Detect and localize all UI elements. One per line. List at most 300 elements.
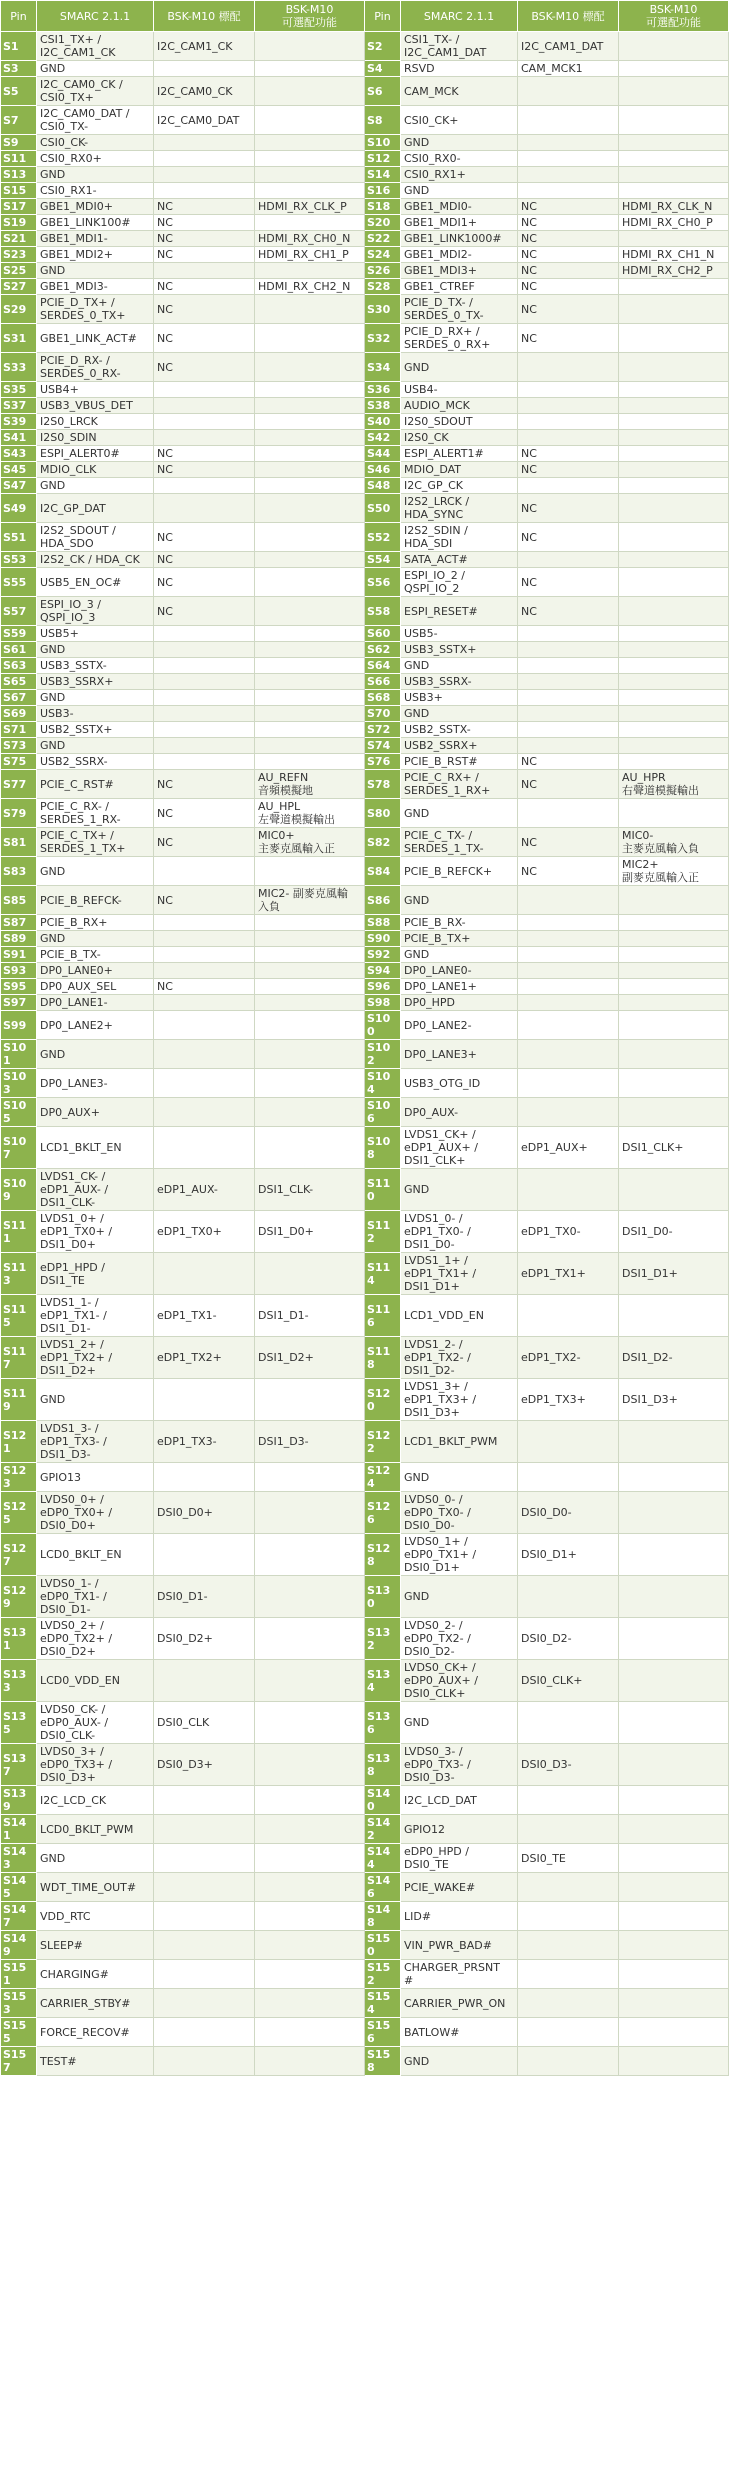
- cell-bsk-standard-right: [518, 1786, 619, 1815]
- cell-bsk-standard-right: [518, 135, 619, 151]
- cell-bsk-optional-left: [255, 295, 365, 324]
- cell-bsk-optional-right: [619, 279, 729, 295]
- cell-pin-right: S88: [365, 915, 401, 931]
- cell-bsk-optional-right: [619, 414, 729, 430]
- table-row: [1, 295, 729, 324]
- cell-smarc-right: CHARGER_PRSNT #: [401, 1960, 518, 1989]
- cell-pin-left: S147: [1, 1902, 37, 1931]
- cell-bsk-standard-left: DSI0_D3+: [154, 1744, 255, 1786]
- cell-bsk-optional-right: AU_HPR 右聲道模擬輸出: [619, 770, 729, 799]
- cell-bsk-standard-left: [154, 2047, 255, 2076]
- cell-bsk-optional-right: [619, 1786, 729, 1815]
- cell-smarc-left: PCIE_D_TX+ / SERDES_0_TX+: [37, 295, 154, 324]
- cell-bsk-standard-left: [154, 1873, 255, 1902]
- cell-bsk-standard-right: NC: [518, 263, 619, 279]
- table-row: [1, 1492, 729, 1534]
- table-row: [1, 199, 729, 215]
- table-row: [1, 1702, 729, 1744]
- cell-bsk-standard-right: DSI0_D0-: [518, 1492, 619, 1534]
- cell-smarc-right: LVDS0_0- / eDP0_TX0- / DSI0_D0-: [401, 1492, 518, 1534]
- cell-bsk-standard-right: DSI0_D2-: [518, 1618, 619, 1660]
- cell-smarc-left: I2S0_LRCK: [37, 414, 154, 430]
- cell-bsk-standard-right: [518, 690, 619, 706]
- cell-bsk-optional-left: [255, 642, 365, 658]
- table-row: [1, 552, 729, 568]
- cell-smarc-right: GND: [401, 658, 518, 674]
- cell-bsk-standard-right: [518, 1169, 619, 1211]
- cell-bsk-standard-left: [154, 151, 255, 167]
- cell-bsk-optional-left: [255, 183, 365, 199]
- cell-pin-left: S93: [1, 963, 37, 979]
- cell-bsk-optional-right: [619, 658, 729, 674]
- cell-bsk-standard-left: eDP1_TX2+: [154, 1337, 255, 1379]
- cell-bsk-standard-right: [518, 722, 619, 738]
- table-row: [1, 446, 729, 462]
- cell-smarc-right: DP0_LANE2-: [401, 1011, 518, 1040]
- cell-bsk-optional-left: [255, 2018, 365, 2047]
- cell-bsk-optional-right: [619, 1744, 729, 1786]
- cell-smarc-left: I2C_CAM0_DAT / CSI0_TX-: [37, 106, 154, 135]
- cell-bsk-standard-left: NC: [154, 828, 255, 857]
- cell-pin-right: S40: [365, 414, 401, 430]
- table-row: [1, 1098, 729, 1127]
- cell-smarc-left: LVDS0_3+ / eDP0_TX3+ / DSI0_D3+: [37, 1744, 154, 1786]
- cell-bsk-standard-left: eDP1_TX3-: [154, 1421, 255, 1463]
- table-row: [1, 642, 729, 658]
- cell-smarc-right: PCIE_B_TX+: [401, 931, 518, 947]
- cell-smarc-right: DP0_LANE3+: [401, 1040, 518, 1069]
- cell-smarc-left: LCD0_BKLT_PWM: [37, 1815, 154, 1844]
- cell-bsk-standard-left: [154, 1931, 255, 1960]
- cell-smarc-left: FORCE_RECOV#: [37, 2018, 154, 2047]
- cell-bsk-optional-right: DSI1_D1+: [619, 1253, 729, 1295]
- cell-bsk-optional-left: [255, 414, 365, 430]
- cell-bsk-standard-right: [518, 398, 619, 414]
- cell-bsk-standard-left: NC: [154, 552, 255, 568]
- table-row: [1, 382, 729, 398]
- cell-pin-left: S5: [1, 77, 37, 106]
- cell-pin-left: S47: [1, 478, 37, 494]
- cell-smarc-left: PCIE_B_REFCK-: [37, 886, 154, 915]
- cell-smarc-left: GND: [37, 167, 154, 183]
- cell-bsk-standard-left: [154, 754, 255, 770]
- cell-smarc-left: GPIO13: [37, 1463, 154, 1492]
- cell-pin-right: S94: [365, 963, 401, 979]
- cell-smarc-left: CSI0_CK-: [37, 135, 154, 151]
- cell-bsk-optional-left: [255, 1463, 365, 1492]
- cell-smarc-left: MDIO_CLK: [37, 462, 154, 478]
- cell-bsk-optional-left: [255, 1127, 365, 1169]
- cell-smarc-right: ESPI_RESET#: [401, 597, 518, 626]
- cell-pin-right: S18: [365, 199, 401, 215]
- cell-bsk-standard-left: [154, 1960, 255, 1989]
- cell-pin-right: S4: [365, 61, 401, 77]
- cell-smarc-right: LVDS0_3- / eDP0_TX3- / DSI0_D3-: [401, 1744, 518, 1786]
- cell-bsk-optional-left: [255, 382, 365, 398]
- cell-bsk-standard-left: DSI0_D0+: [154, 1492, 255, 1534]
- table-row: [1, 523, 729, 552]
- cell-pin-right: S84: [365, 857, 401, 886]
- cell-bsk-standard-left: [154, 706, 255, 722]
- cell-bsk-optional-right: [619, 151, 729, 167]
- cell-pin-left: S149: [1, 1931, 37, 1960]
- cell-bsk-standard-right: [518, 183, 619, 199]
- cell-bsk-standard-right: [518, 382, 619, 398]
- cell-bsk-optional-left: [255, 446, 365, 462]
- cell-bsk-standard-left: NC: [154, 770, 255, 799]
- cell-bsk-optional-right: [619, 1660, 729, 1702]
- cell-pin-left: S3: [1, 61, 37, 77]
- cell-smarc-right: PCIE_WAKE#: [401, 1873, 518, 1902]
- cell-bsk-standard-right: [518, 167, 619, 183]
- cell-smarc-right: GPIO12: [401, 1815, 518, 1844]
- cell-bsk-standard-right: [518, 1989, 619, 2018]
- cell-smarc-left: CSI0_RX0+: [37, 151, 154, 167]
- cell-smarc-right: CSI0_RX0-: [401, 151, 518, 167]
- cell-bsk-standard-right: NC: [518, 857, 619, 886]
- cell-smarc-left: GND: [37, 857, 154, 886]
- cell-bsk-optional-right: [619, 1463, 729, 1492]
- header-row: [1, 1, 729, 32]
- cell-bsk-standard-left: [154, 1902, 255, 1931]
- cell-bsk-optional-left: [255, 2047, 365, 2076]
- cell-pin-left: S101: [1, 1040, 37, 1069]
- cell-bsk-optional-right: [619, 1844, 729, 1873]
- table-row: [1, 886, 729, 915]
- cell-smarc-left: LVDS1_1- / eDP1_TX1- / DSI1_D1-: [37, 1295, 154, 1337]
- cell-smarc-left: USB3-: [37, 706, 154, 722]
- cell-bsk-optional-left: [255, 1492, 365, 1534]
- cell-pin-right: S106: [365, 1098, 401, 1127]
- cell-bsk-optional-left: [255, 1660, 365, 1702]
- cell-bsk-standard-right: [518, 1815, 619, 1844]
- cell-smarc-left: GBE1_MDI0+: [37, 199, 154, 215]
- cell-bsk-optional-left: [255, 167, 365, 183]
- cell-pin-right: S126: [365, 1492, 401, 1534]
- cell-pin-left: S103: [1, 1069, 37, 1098]
- cell-pin-left: S39: [1, 414, 37, 430]
- cell-bsk-standard-left: DSI0_D1-: [154, 1576, 255, 1618]
- cell-smarc-right: LVDS1_1+ / eDP1_TX1+ / DSI1_D1+: [401, 1253, 518, 1295]
- cell-smarc-left: LCD0_VDD_EN: [37, 1660, 154, 1702]
- cell-bsk-standard-right: [518, 151, 619, 167]
- cell-bsk-optional-right: [619, 1618, 729, 1660]
- table-header: [1, 1, 729, 32]
- cell-bsk-standard-left: NC: [154, 799, 255, 828]
- cell-bsk-optional-right: [619, 446, 729, 462]
- cell-bsk-standard-right: DSI0_D3-: [518, 1744, 619, 1786]
- cell-pin-right: S116: [365, 1295, 401, 1337]
- cell-bsk-standard-left: [154, 1786, 255, 1815]
- cell-bsk-standard-right: CAM_MCK1: [518, 61, 619, 77]
- cell-smarc-right: USB4-: [401, 382, 518, 398]
- cell-pin-left: S77: [1, 770, 37, 799]
- cell-bsk-optional-left: [255, 754, 365, 770]
- cell-bsk-optional-right: [619, 478, 729, 494]
- cell-bsk-standard-left: [154, 857, 255, 886]
- cell-pin-right: S136: [365, 1702, 401, 1744]
- cell-smarc-left: USB2_SSTX+: [37, 722, 154, 738]
- cell-bsk-optional-left: [255, 947, 365, 963]
- cell-pin-left: S87: [1, 915, 37, 931]
- cell-pin-right: S130: [365, 1576, 401, 1618]
- cell-pin-right: S10: [365, 135, 401, 151]
- cell-pin-left: S143: [1, 1844, 37, 1873]
- cell-bsk-optional-right: [619, 231, 729, 247]
- cell-smarc-left: DP0_LANE3-: [37, 1069, 154, 1098]
- cell-smarc-right: DP0_AUX-: [401, 1098, 518, 1127]
- cell-bsk-optional-left: [255, 931, 365, 947]
- cell-bsk-optional-right: [619, 1702, 729, 1744]
- table-row: [1, 1421, 729, 1463]
- table-row: [1, 263, 729, 279]
- cell-smarc-left: USB3_SSTX-: [37, 658, 154, 674]
- table-row: [1, 674, 729, 690]
- cell-bsk-optional-left: [255, 77, 365, 106]
- cell-bsk-standard-left: [154, 167, 255, 183]
- table-row: [1, 135, 729, 151]
- cell-bsk-optional-right: [619, 1873, 729, 1902]
- cell-pin-left: S63: [1, 658, 37, 674]
- cell-smarc-left: GND: [37, 690, 154, 706]
- cell-bsk-standard-left: [154, 995, 255, 1011]
- cell-pin-left: S145: [1, 1873, 37, 1902]
- cell-bsk-optional-right: [619, 799, 729, 828]
- cell-bsk-standard-right: [518, 995, 619, 1011]
- table-row: [1, 1576, 729, 1618]
- cell-bsk-optional-right: [619, 1069, 729, 1098]
- cell-smarc-left: GBE1_MDI1-: [37, 231, 154, 247]
- cell-bsk-standard-left: [154, 931, 255, 947]
- cell-smarc-left: USB5_EN_OC#: [37, 568, 154, 597]
- cell-smarc-right: USB5-: [401, 626, 518, 642]
- cell-bsk-optional-right: [619, 642, 729, 658]
- cell-bsk-optional-right: [619, 915, 729, 931]
- cell-bsk-optional-left: [255, 1786, 365, 1815]
- table-row: [1, 1127, 729, 1169]
- cell-bsk-optional-right: [619, 1011, 729, 1040]
- cell-bsk-standard-right: NC: [518, 247, 619, 263]
- cell-smarc-right: PCIE_B_REFCK+: [401, 857, 518, 886]
- cell-bsk-optional-left: [255, 1534, 365, 1576]
- cell-pin-right: S8: [365, 106, 401, 135]
- cell-pin-left: S67: [1, 690, 37, 706]
- cell-bsk-optional-left: [255, 32, 365, 61]
- table-row: [1, 722, 729, 738]
- cell-bsk-standard-right: NC: [518, 828, 619, 857]
- cell-bsk-standard-left: NC: [154, 523, 255, 552]
- cell-smarc-left: GND: [37, 1844, 154, 1873]
- cell-smarc-right: CSI1_TX- / I2C_CAM1_DAT: [401, 32, 518, 61]
- cell-pin-right: S62: [365, 642, 401, 658]
- cell-pin-left: S113: [1, 1253, 37, 1295]
- cell-smarc-left: I2S2_CK / HDA_CK: [37, 552, 154, 568]
- cell-pin-left: S137: [1, 1744, 37, 1786]
- cell-pin-right: S156: [365, 2018, 401, 2047]
- cell-smarc-right: LVDS1_2- / eDP1_TX2- / DSI1_D2-: [401, 1337, 518, 1379]
- cell-bsk-standard-left: NC: [154, 462, 255, 478]
- header-smarc-right: SMARC 2.1.1: [401, 1, 518, 32]
- cell-bsk-optional-right: [619, 2047, 729, 2076]
- cell-bsk-standard-right: [518, 1040, 619, 1069]
- cell-bsk-optional-right: [619, 353, 729, 382]
- table-row: [1, 1069, 729, 1098]
- cell-smarc-right: I2C_GP_CK: [401, 478, 518, 494]
- cell-pin-right: S12: [365, 151, 401, 167]
- cell-bsk-optional-right: [619, 135, 729, 151]
- cell-smarc-right: GND: [401, 135, 518, 151]
- cell-smarc-left: GBE1_MDI2+: [37, 247, 154, 263]
- cell-bsk-optional-right: MIC2+ 副麥克風輸入正: [619, 857, 729, 886]
- cell-bsk-standard-right: DSI0_TE: [518, 1844, 619, 1873]
- cell-pin-left: S157: [1, 2047, 37, 2076]
- cell-bsk-standard-right: [518, 430, 619, 446]
- cell-bsk-optional-left: [255, 494, 365, 523]
- cell-bsk-standard-left: [154, 2018, 255, 2047]
- cell-bsk-standard-left: [154, 382, 255, 398]
- cell-pin-right: S36: [365, 382, 401, 398]
- cell-bsk-standard-right: I2C_CAM1_DAT: [518, 32, 619, 61]
- cell-bsk-standard-right: NC: [518, 279, 619, 295]
- table-row: [1, 2018, 729, 2047]
- cell-smarc-right: CSI0_RX1+: [401, 167, 518, 183]
- table-row: [1, 1040, 729, 1069]
- cell-smarc-right: PCIE_D_RX+ / SERDES_0_RX+: [401, 324, 518, 353]
- cell-smarc-left: WDT_TIME_OUT#: [37, 1873, 154, 1902]
- table-row: [1, 738, 729, 754]
- table-row: [1, 478, 729, 494]
- cell-pin-right: S22: [365, 231, 401, 247]
- cell-bsk-standard-right: NC: [518, 446, 619, 462]
- cell-pin-right: S74: [365, 738, 401, 754]
- table-row: [1, 324, 729, 353]
- header-pin-left: Pin: [1, 1, 37, 32]
- cell-pin-left: S1: [1, 32, 37, 61]
- cell-bsk-standard-left: [154, 135, 255, 151]
- table-row: [1, 430, 729, 446]
- cell-bsk-standard-right: [518, 2018, 619, 2047]
- header-smarc-left: SMARC 2.1.1: [37, 1, 154, 32]
- cell-bsk-standard-left: [154, 915, 255, 931]
- cell-pin-left: S51: [1, 523, 37, 552]
- cell-bsk-standard-right: [518, 979, 619, 995]
- cell-bsk-optional-right: [619, 1098, 729, 1127]
- cell-bsk-optional-left: [255, 979, 365, 995]
- cell-bsk-optional-left: MIC2- 副麥克風輸 入負: [255, 886, 365, 915]
- cell-pin-left: S133: [1, 1660, 37, 1702]
- table-row: [1, 1253, 729, 1295]
- cell-pin-right: S52: [365, 523, 401, 552]
- cell-bsk-optional-left: HDMI_RX_CLK_P: [255, 199, 365, 215]
- cell-smarc-left: USB3_SSRX+: [37, 674, 154, 690]
- cell-smarc-left: GND: [37, 478, 154, 494]
- cell-bsk-standard-left: [154, 738, 255, 754]
- cell-smarc-right: GND: [401, 353, 518, 382]
- cell-pin-left: S43: [1, 446, 37, 462]
- cell-smarc-right: CSI0_CK+: [401, 106, 518, 135]
- cell-bsk-optional-right: [619, 494, 729, 523]
- cell-bsk-standard-left: NC: [154, 597, 255, 626]
- cell-bsk-standard-left: [154, 263, 255, 279]
- cell-bsk-standard-right: NC: [518, 462, 619, 478]
- cell-bsk-optional-right: DSI1_D0-: [619, 1211, 729, 1253]
- cell-bsk-standard-right: [518, 1463, 619, 1492]
- table-row: [1, 931, 729, 947]
- cell-smarc-right: MDIO_DAT: [401, 462, 518, 478]
- cell-bsk-standard-left: [154, 398, 255, 414]
- cell-bsk-standard-right: [518, 947, 619, 963]
- table-row: [1, 1295, 729, 1337]
- cell-bsk-standard-left: [154, 1011, 255, 1040]
- cell-bsk-optional-right: [619, 106, 729, 135]
- cell-pin-right: S132: [365, 1618, 401, 1660]
- cell-bsk-optional-left: MIC0+ 主麥克風輸入正: [255, 828, 365, 857]
- cell-smarc-right: I2S2_SDIN / HDA_SDI: [401, 523, 518, 552]
- cell-bsk-optional-left: [255, 1873, 365, 1902]
- cell-bsk-optional-left: [255, 61, 365, 77]
- cell-pin-right: S148: [365, 1902, 401, 1931]
- cell-bsk-optional-right: [619, 1421, 729, 1463]
- cell-smarc-left: VDD_RTC: [37, 1902, 154, 1931]
- table-row: [1, 1011, 729, 1040]
- cell-smarc-right: LCD1_VDD_EN: [401, 1295, 518, 1337]
- cell-bsk-optional-right: [619, 77, 729, 106]
- cell-pin-left: S7: [1, 106, 37, 135]
- cell-smarc-left: eDP1_HPD / DSI1_TE: [37, 1253, 154, 1295]
- cell-pin-left: S57: [1, 597, 37, 626]
- cell-bsk-standard-right: NC: [518, 215, 619, 231]
- cell-pin-right: S34: [365, 353, 401, 382]
- cell-pin-right: S38: [365, 398, 401, 414]
- table-row: [1, 1989, 729, 2018]
- cell-bsk-optional-left: [255, 1011, 365, 1040]
- cell-bsk-standard-left: [154, 658, 255, 674]
- cell-bsk-standard-left: [154, 1463, 255, 1492]
- cell-bsk-standard-left: [154, 1844, 255, 1873]
- cell-pin-right: S6: [365, 77, 401, 106]
- cell-smarc-left: LCD0_BKLT_EN: [37, 1534, 154, 1576]
- cell-pin-left: S35: [1, 382, 37, 398]
- cell-smarc-right: LVDS0_1+ / eDP0_TX1+ / DSI0_D1+: [401, 1534, 518, 1576]
- cell-bsk-standard-right: eDP1_TX0-: [518, 1211, 619, 1253]
- cell-bsk-optional-left: DSI1_D3-: [255, 1421, 365, 1463]
- cell-smarc-left: USB2_SSRX-: [37, 754, 154, 770]
- cell-pin-left: S119: [1, 1379, 37, 1421]
- cell-bsk-optional-right: [619, 995, 729, 1011]
- cell-bsk-standard-left: DSI0_CLK: [154, 1702, 255, 1744]
- cell-pin-left: S115: [1, 1295, 37, 1337]
- cell-bsk-standard-right: eDP1_TX2-: [518, 1337, 619, 1379]
- cell-smarc-left: GND: [37, 1040, 154, 1069]
- cell-bsk-optional-left: [255, 1744, 365, 1786]
- cell-smarc-left: CSI0_RX1-: [37, 183, 154, 199]
- cell-pin-right: S26: [365, 263, 401, 279]
- cell-bsk-standard-right: [518, 414, 619, 430]
- table-row: [1, 1815, 729, 1844]
- table-row: [1, 353, 729, 382]
- cell-bsk-standard-right: [518, 1873, 619, 1902]
- cell-smarc-right: USB3_SSTX+: [401, 642, 518, 658]
- cell-bsk-standard-left: NC: [154, 247, 255, 263]
- table-row: [1, 398, 729, 414]
- cell-pin-right: S70: [365, 706, 401, 722]
- cell-smarc-left: PCIE_C_TX+ / SERDES_1_TX+: [37, 828, 154, 857]
- cell-smarc-left: LVDS0_1- / eDP0_TX1- / DSI0_D1-: [37, 1576, 154, 1618]
- cell-smarc-left: LVDS0_CK- / eDP0_AUX- / DSI0_CLK-: [37, 1702, 154, 1744]
- table-row: [1, 690, 729, 706]
- cell-bsk-standard-left: I2C_CAM1_CK: [154, 32, 255, 61]
- cell-bsk-optional-left: AU_HPL 左聲道模擬輸出: [255, 799, 365, 828]
